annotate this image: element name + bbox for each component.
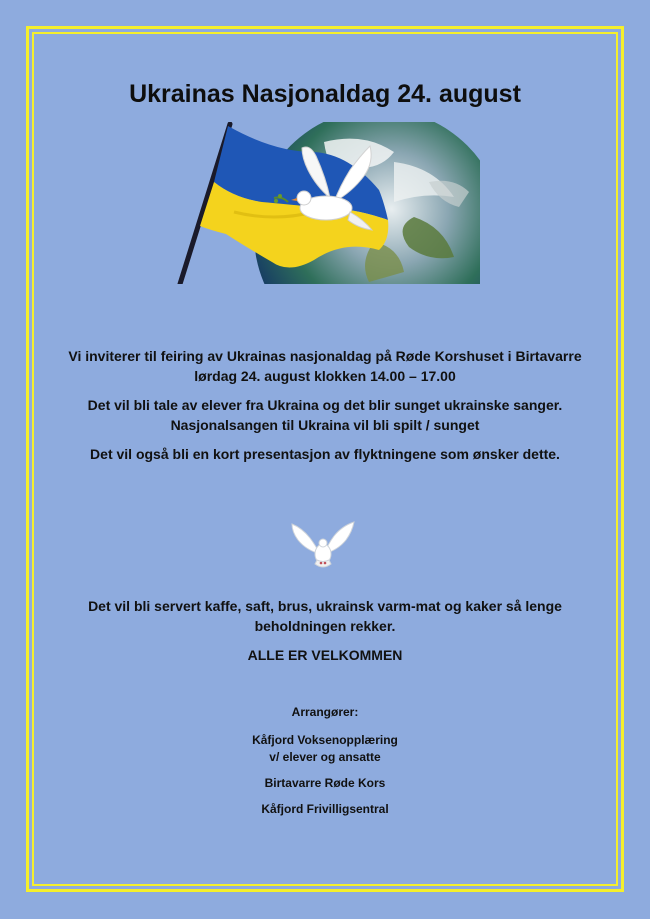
- welcome-text: ALLE ER VELKOMMEN: [247, 647, 403, 663]
- invitation-anthem: Nasjonalsangen til Ukraina vil bli spilt / sunget: [170, 417, 480, 433]
- invitation-speech: Det vil bli tale av elever fra Ukraina og det blir sunget ukrainske sanger.: [87, 397, 563, 413]
- organizer-3-name: Kåfjord Frivilligsentral: [261, 802, 389, 816]
- invitation-section: [60, 346, 590, 464]
- organizers-heading: Arrangører:: [291, 705, 359, 719]
- small-dove-icon: [288, 518, 358, 570]
- invitation-date-time: lørdag 24. august klokken 14.00 – 17.00: [194, 368, 456, 384]
- organizer-1-name: Kåfjord Voksenopplæring: [252, 733, 398, 747]
- invitation-line-1: Vi inviterer til feiring av Ukrainas nasjonaldag på Røde Korshuset i Birtavarre: [68, 348, 582, 364]
- organizer-2-name: Birtavarre Røde Kors: [264, 776, 386, 790]
- organizers-section: [60, 704, 590, 818]
- invitation-presentation: Det vil også bli en kort presentasjon av flyktningene som ønsker dette.: [90, 446, 560, 462]
- food-line-1: Det vil bli servert kaffe, saft, brus, ukrainsk varm-mat og kaker så lenge: [88, 598, 562, 614]
- food-line-2: beholdningen rekker.: [254, 618, 396, 634]
- hero-image: [174, 122, 480, 284]
- food-section: [60, 596, 590, 665]
- organizer-1-detail: v/ elever og ansatte: [269, 750, 381, 764]
- page-title: Ukrainas Nasjonaldag 24. august: [129, 80, 521, 108]
